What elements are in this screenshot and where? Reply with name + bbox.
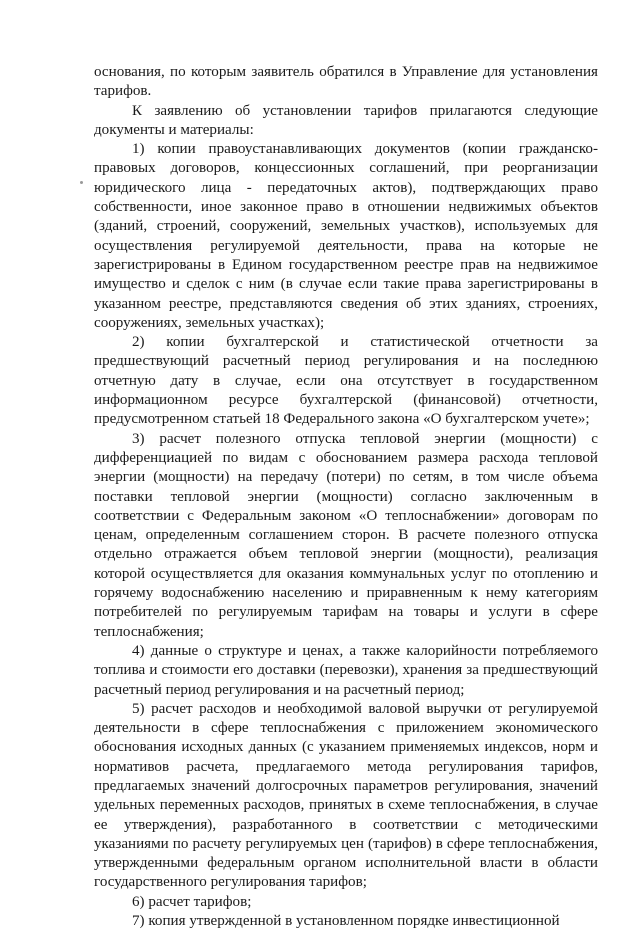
list-item-6: 6) расчет тарифов; [132, 893, 252, 910]
paragraph-continuation: основания, по которым заявитель обратился в Управление для установления тарифов. [94, 64, 598, 100]
scan-speck [80, 181, 83, 184]
list-item-3: 3) расчет полезного отпуска тепловой энергии (мощности) с дифференциацией по видам с обоснованием размера расхода тепловой энергии (мощности) на передачу (потери) по сетям, в том числе объема поставки тепловой энергии (мощности) согласно заключенным в соответствии с Федеральным законом «О теплоснабжении» договорам по ценам, определенным соглашением сторон. В расчете полезного отпуска отдельно отражается объем тепловой энергии (мощности), реализация которой осуществляется для оказания коммунальных услуг по отоплению и горячему водоснабжению населению и приравненным к нему категориям потребителей по регулируемым тарифам на товары и услуги в сфере теплоснабжения; [94, 430, 598, 640]
list-item-2: 2) копии бухгалтерской и статистической отчетности за предшествующий расчетный период регулирования и на последнюю отчетную дату в случае, если она отсутствует в государственном информационном ресурсе бухгалтерской (финансовой) отчетности, предусмотренном статьей 18 Федерального закона «О бухгалтерском учете»; [94, 334, 598, 428]
list-item-1: 1) копии правоустанавливающих документов (копии гражданско-правовых договоров, концессионных соглашений, при реорганизации юридического лица - передаточных актов), подтверждающих право собственности, иное законное право в отношении недвижимых объектов (зданий, строений, сооружений, земельных участков), используемых для осуществления регулируемой деятельности, права на которые не зарегистрированы в Едином государственном реестре прав на недвижимое имущество и сделок с ним (в случае если такие права зарегистрированы в указанном реестре, представляются сведения об этих зданиях, строениях, сооружениях, земельных участках); [94, 141, 598, 331]
document-page [94, 63, 598, 931]
list-item-7: 7) копия утвержденной в установленном порядке инвестиционной [132, 913, 560, 930]
list-item-4: 4) данные о структуре и ценах, а также калорийности потребляемого топлива и стоимости его доставки (перевозки), хранения за предшествующий расчетный период регулирования и на расчетный период; [94, 642, 598, 698]
list-item-5: 5) расчет расходов и необходимой валовой выручки от регулируемой деятельности в сфере теплоснабжения с приложением экономического обоснования исходных данных (с указанием применяемых индексов, норм и нормативов расчета, предлагаемого метода регулирования тарифов, предлагаемых значений долгосрочных параметров регулирования, значений удельных переменных расходов, принятых в схеме теплоснабжения, в случае ее утверждения), разработанного в соответствии с методическими указаниями по расчету регулируемых цен (тарифов) в сфере теплоснабжения, утвержденными федеральным органом исполнительной власти в области государственного регулирования тарифов; [94, 700, 598, 891]
paragraph-intro: К заявлению об установлении тарифов прилагаются следующие документы и материалы: [94, 102, 598, 138]
